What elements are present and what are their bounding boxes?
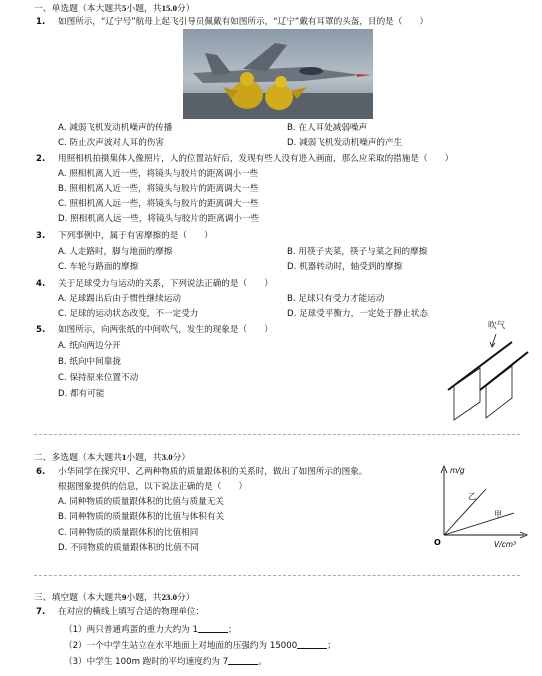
line-yi-label: 乙 <box>468 492 476 501</box>
q6-option-b: B. 同种物质的质量跟体积的比值与体积有关 <box>58 512 225 522</box>
q3-stem: 下列事例中，属于有害摩擦的是（ ） <box>58 231 213 241</box>
origin-label: O <box>434 538 441 547</box>
q7-number: 7. <box>36 607 46 617</box>
q6-number: 6. <box>36 467 46 477</box>
question-count: 5 <box>121 3 127 13</box>
section-mid: 小题，共 <box>126 4 162 14</box>
aircraft-carrier-photo <box>183 29 373 119</box>
q7-part-3-end: 。 <box>258 657 267 667</box>
q5-option-b: B. 纸向中间靠拢 <box>58 357 121 367</box>
q4-option-c: C. 足球的运动状态改变，不一定受力 <box>58 309 199 319</box>
section-score: 23.0 <box>161 592 177 602</box>
q4-option-d: D. 足球受平衡力，一定处于静止状态 <box>287 309 428 319</box>
q1-option-d: D. 减弱飞机发动机噪声的产生 <box>287 138 403 148</box>
answer-blank-2[interactable] <box>297 639 327 649</box>
line-jia-label: 甲 <box>494 510 502 519</box>
q5-stem: 如图所示，向两张纸的中间吹气，发生的现象是（ ） <box>58 325 273 335</box>
q7-stem: 在对应的横线上填写合适的物理单位： <box>58 607 205 617</box>
q1-stem: 如图所示，“辽宁号”航母上起飞引导员佩戴有如图所示，“辽宁”戴有耳罩的头盔，目的是（ ） <box>58 17 429 27</box>
q2-option-b: B. 照相机离人近一些，将镜头与胶片的距离调大一些 <box>58 184 259 194</box>
question-count: 1 <box>121 452 127 462</box>
q1-option-a: A. 减弱飞机发动机噪声的传播 <box>58 123 173 133</box>
q4-option-b: B. 足球只有受力才能运动 <box>287 294 385 304</box>
section-1-header <box>34 3 195 15</box>
two-papers-figure <box>440 330 532 426</box>
section-divider <box>34 575 520 576</box>
section-label: 三、填空题（本大题共 <box>34 593 122 603</box>
x-axis-label: V/cm³ <box>494 540 517 549</box>
q7-part-3 <box>64 655 267 668</box>
q6-stem-line2: 根据图象提供的信息，以下说法正确的是（ ） <box>58 482 248 492</box>
q3-option-d: D. 机器转动时，轴受到的摩擦 <box>287 262 403 272</box>
q6-option-c: C. 同种物质的质量跟体积的比值相同 <box>58 528 199 538</box>
q1-number: 1. <box>36 17 46 27</box>
section-2-header <box>34 452 190 464</box>
q7-part-2-end: ； <box>327 641 336 651</box>
q4-stem: 关于足球受力与运动的关系，下列说法正确的是（ ） <box>58 279 273 289</box>
q2-option-a: A. 照相机离人近一些，将镜头与胶片的距离调小一些 <box>58 169 259 179</box>
blow-air-label: 吹气 <box>488 321 506 331</box>
y-axis-label: m/g <box>450 466 465 475</box>
q4-number: 4. <box>36 279 46 289</box>
section-divider <box>34 434 520 435</box>
section-label: 一、单选题（本大题共 <box>34 4 122 14</box>
question-count: 9 <box>121 592 127 602</box>
q2-option-d: D. 照相机离人远一些，将镜头与胶片的距离调小一些 <box>58 214 260 224</box>
q5-option-d: D. 都有可能 <box>58 389 105 399</box>
section-mid: 小题，共 <box>126 453 162 463</box>
q3-option-b: B. 用筷子夹菜，筷子与菜之间的摩擦 <box>287 247 428 257</box>
q5-number: 5. <box>36 325 46 335</box>
q5-option-a: A. 纸向两边分开 <box>58 341 121 351</box>
q7-part-2 <box>64 639 336 652</box>
q7-part-1 <box>64 623 237 636</box>
section-mid: 小题，共 <box>126 593 162 603</box>
q3-option-a: A. 人走路时，脚与地面的摩擦 <box>58 247 173 257</box>
section-score: 3.0 <box>161 452 173 462</box>
section-end: 分） <box>177 4 195 14</box>
q1-option-b: B. 在人耳处减弱噪声 <box>287 123 368 133</box>
q7-part-1-text: （1）两只普通鸡蛋的重力大约为 1 <box>64 625 198 635</box>
q2-number: 2. <box>36 154 46 164</box>
section-score: 15.0 <box>161 3 177 13</box>
q7-part-3-text: （3）中学生 100m 跑时的平均速度约为 7 <box>64 657 229 667</box>
section-3-header <box>34 592 195 604</box>
answer-blank-1[interactable] <box>198 623 228 633</box>
q1-option-c: C. 防止次声波对人耳的伤害 <box>58 138 164 148</box>
q3-option-c: C. 车轮与路面的摩擦 <box>58 262 139 272</box>
q7-part-1-end: ； <box>227 625 237 635</box>
q2-option-c: C. 照相机离人远一些，将镜头与胶片的距离调大一些 <box>58 199 259 209</box>
q6-stem-line1: 小华同学在探究甲、乙两种物质的质量跟体积的关系时，做出了如图所示的图象。 <box>58 467 368 477</box>
section-end: 分） <box>177 593 195 603</box>
q6-option-d: D. 不同物质的质量跟体积的比值不同 <box>58 543 199 553</box>
q6-option-a: A. 同种物质的质量跟体积的比值与质量无关 <box>58 497 224 507</box>
q3-number: 3. <box>36 231 46 241</box>
section-end: 分） <box>172 453 191 463</box>
answer-blank-3[interactable] <box>228 655 258 665</box>
mass-volume-graph <box>430 463 530 555</box>
q4-option-a: A. 足球踢出后由于惯性继续运动 <box>58 294 181 304</box>
q2-stem: 用照相机拍摄集体人像照片，人的位置站好后，发现有些人没有进入画面，那么应采取的措施是（ ） <box>58 154 454 164</box>
section-label: 二、多选题（本大题共 <box>34 453 122 463</box>
q5-option-c: C. 保持原来位置不动 <box>58 373 139 383</box>
q7-part-2-text: （2）一个中学生站立在水平地面上对地面的压强约为 15000 <box>64 641 298 651</box>
